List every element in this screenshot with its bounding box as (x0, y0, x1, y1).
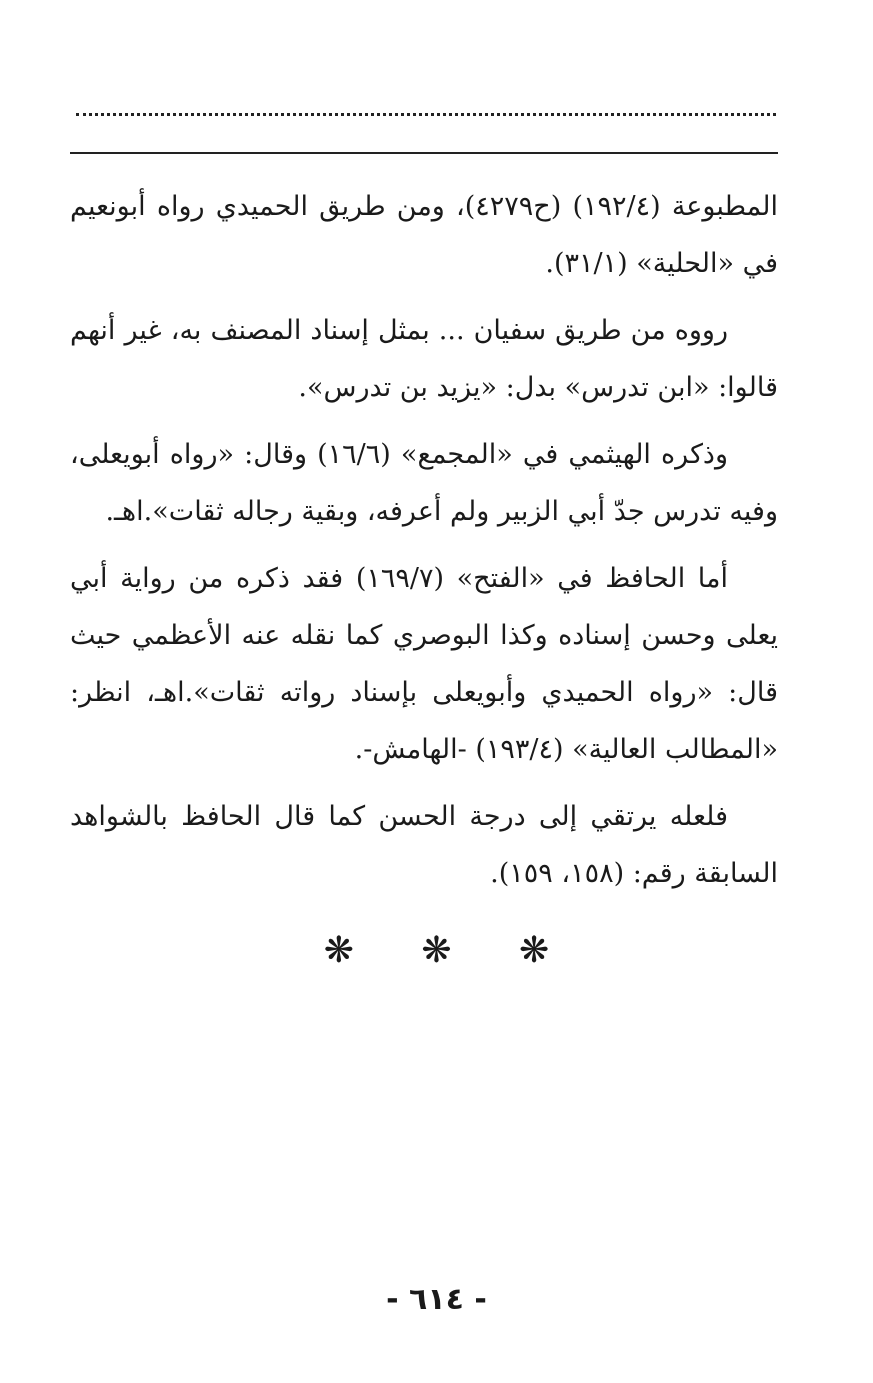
paragraph-2: رووه من طريق سفيان ... بمثل إسناد المصنف به، غير أنهم قالوا: «ابن تدرس» بدل: «يزيد بن تدرس». (70, 315, 778, 403)
star-ornament-icon: ❋ (421, 930, 452, 971)
dotted-separator-line (76, 113, 776, 116)
paragraph-3: وذكره الهيثمي في «المجمع» (١٦/٦) وقال: «رواه أبويعلى، وفيه تدرس جدّ أبي الزبير ولم أعرفه، وبقية رجاله ثقات».اهـ. (70, 439, 778, 527)
page-number: - ٦١٤ - (386, 1282, 487, 1317)
footnote-divider-line (70, 152, 778, 154)
paragraph-1: المطبوعة (١٩٢/٤) (ح٤٢٧٩)، ومن طريق الحميدي رواه أبونعيم في «الحلية» (٣١/١). (70, 191, 778, 279)
paragraph-4: أما الحافظ في «الفتح» (١٦٩/٧) فقد ذكره من رواية أبي يعلى وحسن إسناده وكذا البوصري كما نقله عنه الأعظمي حيث قال: «رواه الحميدي وأبويعلى بإسناد رواته ثقات».اهـ، انظر: «المطالب العالية» (١٩٣/٤) -الهامش-. (70, 563, 778, 765)
footnote-text-block (70, 178, 778, 912)
star-ornament-icon: ❋ (519, 930, 550, 971)
section-separator-stars (0, 930, 873, 971)
star-ornament-icon: ❋ (323, 930, 354, 971)
paragraph-5: فلعله يرتقي إلى درجة الحسن كما قال الحافظ بالشواهد السابقة رقم: (١٥٨، ١٥٩). (70, 801, 778, 889)
